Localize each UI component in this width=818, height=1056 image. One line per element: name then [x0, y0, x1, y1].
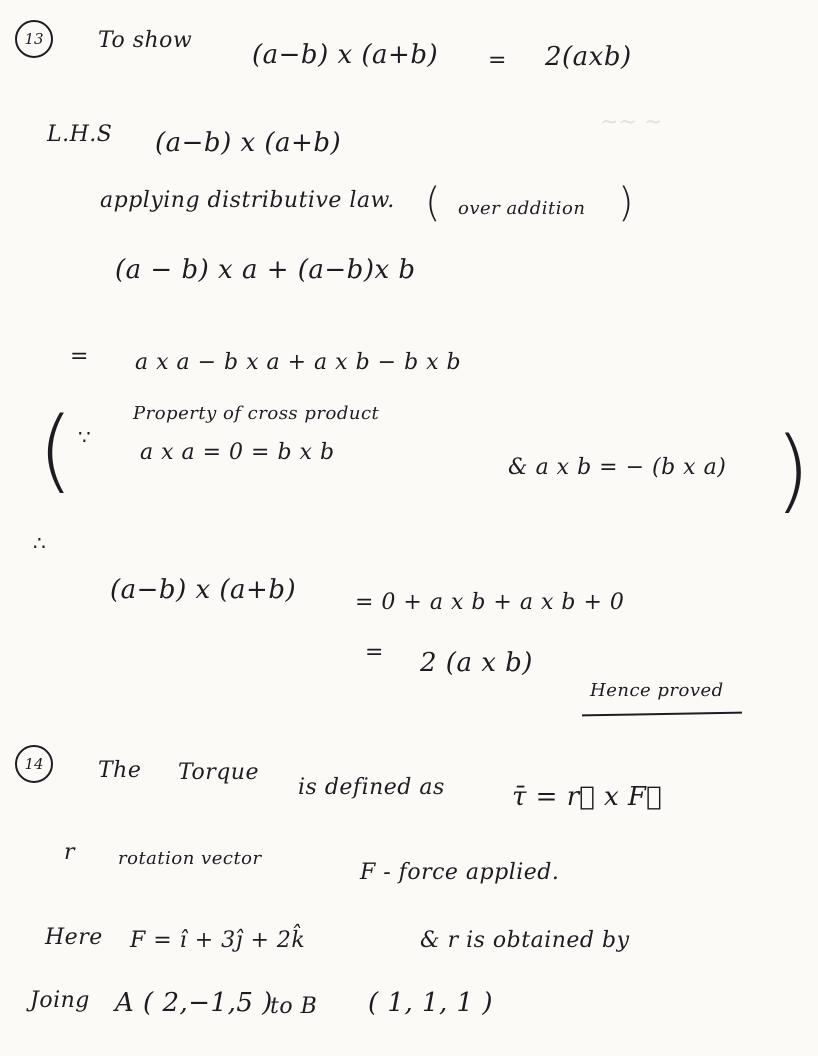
therefore-symbol: ∴ [33, 531, 46, 555]
open-paren: ( [425, 180, 441, 226]
point-a: A ( 2,−1,5 ) [115, 988, 273, 1018]
force-value: F = î + 3ĵ + 2k̂ [130, 928, 306, 953]
close-paren: ) [618, 180, 634, 226]
is-defined-as-text: is defined as [298, 775, 445, 800]
point-b: ( 1, 1, 1 ) [368, 988, 494, 1018]
to-show-rhs: 2(axb) [545, 42, 632, 72]
here-word: Here [45, 925, 103, 950]
property-axb-equation: & a x b = − (b x a) [508, 455, 727, 480]
the-word: The [98, 758, 142, 783]
property-label: Property of cross product [133, 403, 380, 424]
big-open-paren: ( [38, 398, 74, 503]
question-number-label: 13 [24, 30, 44, 48]
final-expression: 2 (a x b) [420, 648, 533, 678]
expansion-line: (a − b) x a + (a−b)x b [115, 255, 416, 285]
property-axa-equation: a x a = 0 = b x b [140, 440, 335, 465]
apply-distributive-text: applying distributive law. [100, 188, 395, 213]
lhs-expression: (a−b) x (a+b) [155, 128, 342, 158]
hence-proved-underline [582, 712, 742, 717]
bleed-through-mark: ~~ ~ [600, 110, 663, 135]
rotation-vector-text: rotation vector [118, 848, 262, 869]
to-show-equals: = [488, 48, 507, 73]
joining-word: Joing [30, 988, 90, 1013]
equals-sign-1: = [70, 344, 89, 369]
expanded-terms: a x a − b x a + a x b − b x b [135, 350, 462, 375]
force-applied-text: F - force applied. [360, 860, 560, 885]
r-label: r [64, 840, 76, 865]
to-show-expression: (a−b) x (a+b) [252, 40, 439, 70]
equals-sign-final: = [365, 640, 384, 665]
result-lhs: (a−b) x (a+b) [110, 575, 297, 605]
question-number-13 [15, 20, 53, 58]
question-number-label: 14 [24, 755, 44, 773]
over-addition-text: over addition [458, 198, 586, 219]
to-b-text: to B [270, 994, 318, 1019]
because-symbol: ∵ [78, 425, 91, 449]
torque-formula: τ̄ = r⃗ x F⃗ [512, 782, 663, 812]
torque-word: Torque [178, 760, 259, 785]
big-close-paren: ) [775, 418, 811, 523]
hence-proved-text: Hence proved [590, 680, 724, 701]
lhs-label: L.H.S [47, 122, 113, 147]
r-obtained-text: & r is obtained by [420, 928, 630, 953]
question-number-14 [15, 745, 53, 783]
result-rhs: = 0 + a x b + a x b + 0 [355, 590, 625, 615]
to-show-label: To show [98, 28, 193, 53]
